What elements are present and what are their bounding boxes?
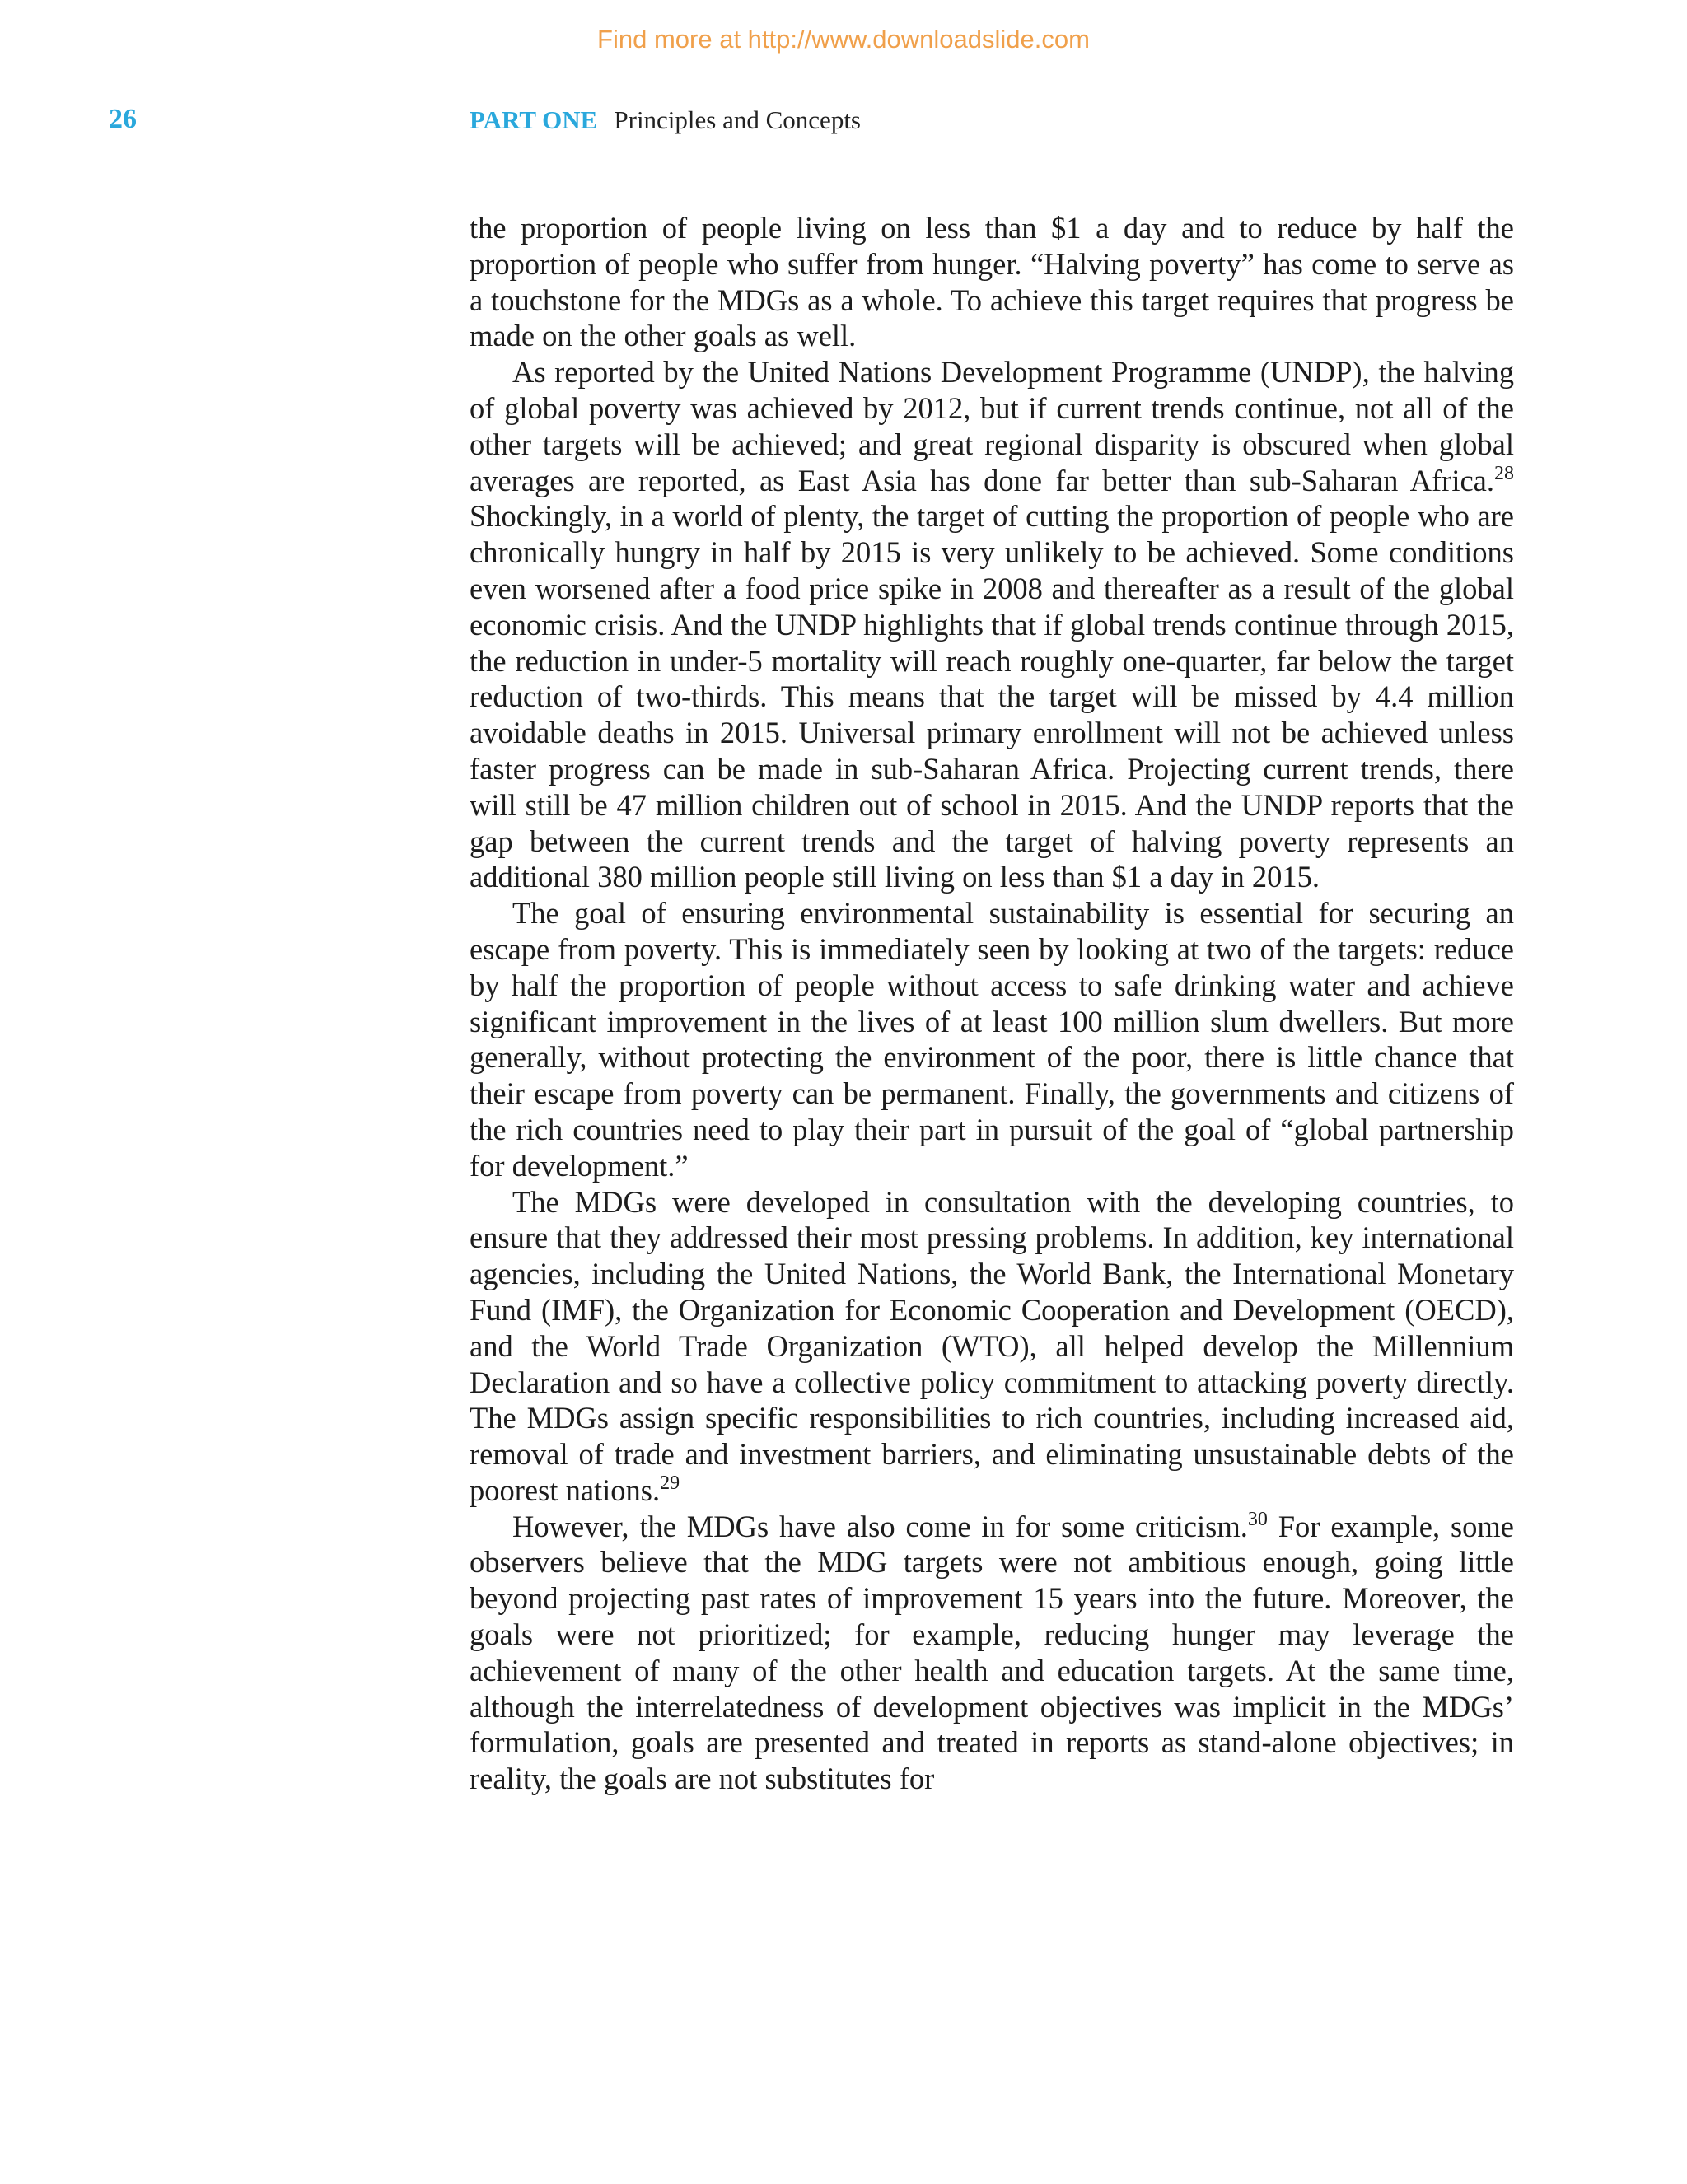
paragraph-3: [470, 895, 1514, 1183]
paragraph-4: [470, 1184, 1514, 1509]
paragraph-text: However, the MDGs have also come in for some criticism.: [512, 1509, 1248, 1543]
paragraph-text: As reported by the United Nations Development Programme (UNDP), the halving of global poverty was achieved by 2012, but if current trends continue, not all of the other targets will be achieved; and great regional disparity is obscured when global averages are reported, as East Asia has done far better than sub-Saharan Africa.: [470, 355, 1514, 497]
footnote-marker-30[interactable]: 30: [1247, 1508, 1268, 1530]
page-number: 26: [109, 104, 137, 134]
footnote-marker-29[interactable]: 29: [660, 1472, 680, 1494]
paragraph-text: Shockingly, in a world of plenty, the target of cutting the proportion of people who are chronically hungry in half by 2015 is very unlikely to be achieved. Some conditions even worsened after a food price spike in 2008 and thereafter as a result of the global economic crisis. And the UNDP highlights that if global trends continue through 2015, the reduction in under-5 mortality will reach roughly one-quarter, far below the target reduction of two-thirds. This means that the target will be missed by 4.4 million avoidable deaths in 2015. Universal primary enrollment will not be achieved unless faster progress can be made in sub-Saharan Africa. Projecting current trends, there will still be 47 million children out of school in 2015. And the UNDP reports that the gap between the current trends and the target of halving poverty represents an additional 380 million people still living on less than $1 a day in 2015.: [470, 499, 1514, 894]
paragraph-text: The goal of ensuring environmental sustainability is essential for securing an escape from poverty. This is immediately seen by looking at two of the targets: reduce by half the proportion of people without access to safe drinking water and achieve significant improvement in the lives of at least 100 million slum dwellers. But more generally, without protecting the environment of the poor, there is little chance that their escape from poverty can be permanent. Finally, the governments and citizens of the rich countries need to play their part in pursuit of the goal of “global partnership for development.”: [470, 896, 1514, 1183]
paragraph-2: [470, 354, 1514, 895]
paragraph-text: For example, some observers believe that the MDG targets were not ambitious enough, going little beyond projecting past rates of improvement 15 years into the future. Moreover, the goals were not prioritized; for example, reducing hunger may leverage the achievement of many of the other health and education targets. At the same time, although the interrelatedness of development objectives was implicit in the MDGs’ formulation, goals are presented and treated in reports as stand-alone objectives; in reality, the goals are not substitutes for: [470, 1509, 1514, 1796]
part-label: PART ONE: [470, 105, 598, 134]
watermark-link[interactable]: Find more at http://www.downloadslide.com: [597, 25, 1090, 54]
section-title: Principles and Concepts: [614, 105, 861, 134]
body-text: [470, 210, 1514, 1797]
paragraph-text: the proportion of people living on less than $1 a day and to reduce by half the proportion of people who suffer from hunger. “Halving poverty” has come to serve as a touchstone for the MDGs as a whole. To achieve this target requires that progress be made on the other goals as well.: [470, 211, 1514, 353]
running-head: [470, 105, 861, 135]
paragraph-5: [470, 1509, 1514, 1797]
footnote-marker-28[interactable]: 28: [1494, 462, 1514, 484]
paragraph-text: The MDGs were developed in consultation with the developing countries, to ensure that they addressed their most pressing problems. In addition, key international agencies, including the United Nations, the World Bank, the International Monetary Fund (IMF), the Organization for Economic Cooperation and Development (OECD), and the World Trade Organization (WTO), all helped develop the Millennium Declaration and so have a collective policy commitment to attacking poverty directly. The MDGs assign specific responsibilities to rich countries, including increased aid, removal of trade and investment barriers, and eliminating unsustainable debts of the poorest nations.: [470, 1184, 1514, 1507]
paragraph-1: [470, 210, 1514, 354]
